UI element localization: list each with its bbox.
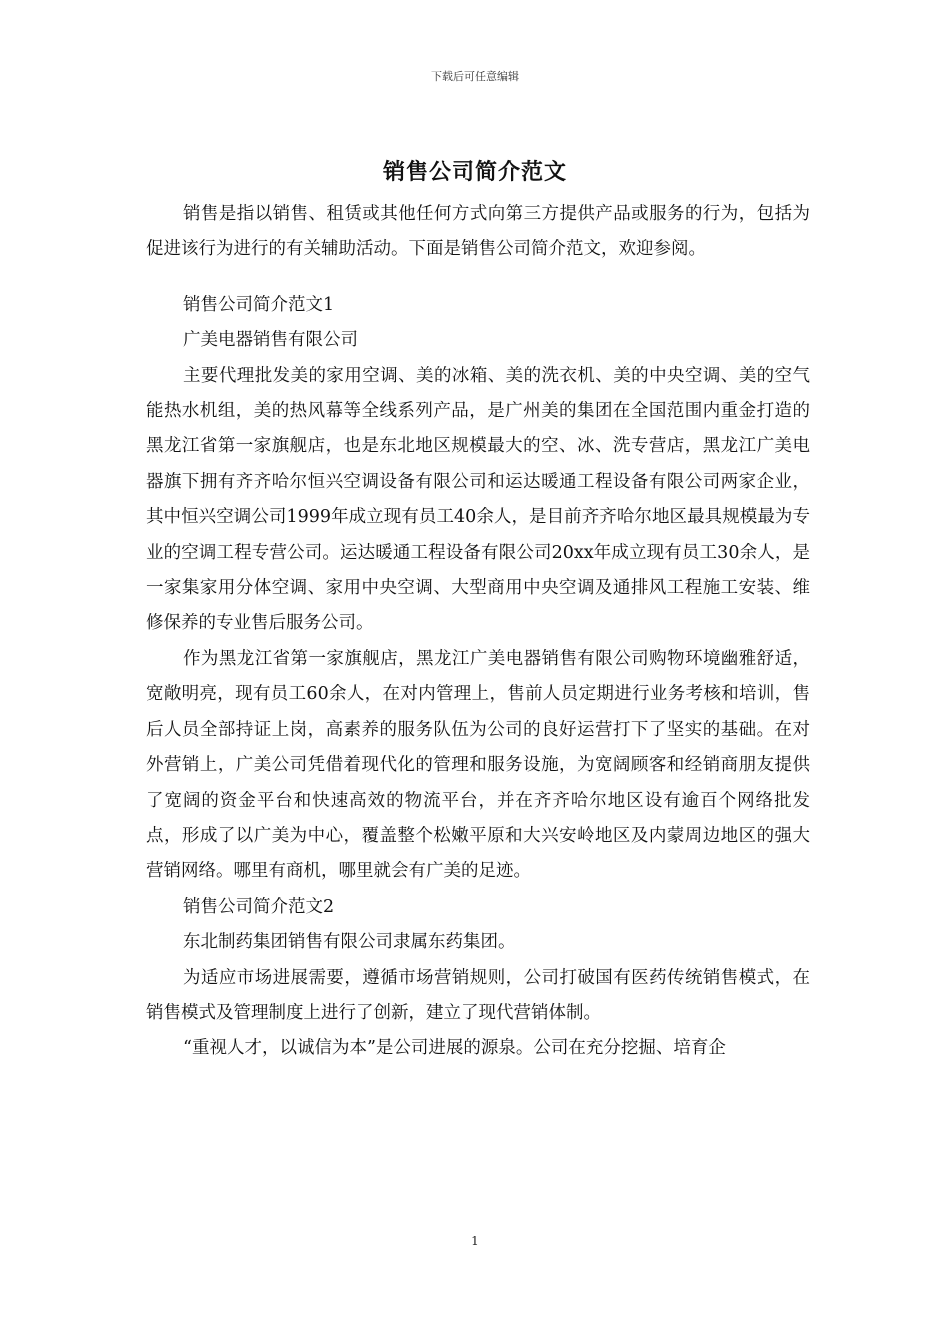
body-paragraph: 主要代理批发美的家用空调、美的冰箱、美的洗衣机、美的中央空调、美的空气能热水机组，美的热风幕等全线系列产品，是广州美的集团在全国范围内重金打造的黑龙江省第一家旗舰店，也是东北地区规模最大的空、冰、洗专营店，黑龙江广美电器旗下拥有齐齐哈尔恒兴空调设备有限公司和运达暖通工程设备有限公司两家企业，其中恒兴空调公司1999年成立现有员工40余人，是目前齐齐哈尔地区最具规模最为专业的空调工程专营公司。运达暖通工程设备有限公司20xx年成立现有员工30余人，是一家集家用分体空调、家用中央空调、大型商用中央空调及通排风工程施工安装、维修保养的专业售后服务公司。 — [146, 365, 810, 634]
document-title: 销售公司简介范文 — [382, 159, 567, 185]
section-heading-2: 销售公司简介范文2 — [183, 896, 335, 917]
company-intro-2: 东北制药集团销售有限公司隶属东药集团。 — [183, 932, 516, 953]
page-number: 1 — [471, 1234, 479, 1248]
body-paragraph: “重视人才，以诚信为本”是公司进展的源泉。公司在充分挖掘、培育企 — [183, 1038, 726, 1059]
company-name-1: 广美电器销售有限公司 — [183, 330, 358, 351]
document-body — [146, 197, 810, 1067]
section-heading-1: 销售公司简介范文1 — [183, 294, 335, 315]
body-paragraph: 作为黑龙江省第一家旗舰店，黑龙江广美电器销售有限公司购物环境幽雅舒适，宽敞明亮，现有员工60余人，在对内管理上，售前人员定期进行业务考核和培训，售后人员全部持证上岗，高素养的服务队伍为公司的良好运营打下了坚实的基础。在对外营销上，广美公司凭借着现代化的管理和服务设施，为宽阔顾客和经销商朋友提供了宽阔的资金平台和快速高效的物流平台，并在齐齐哈尔地区设有逾百个网络批发点，形成了以广美为中心，覆盖整个松嫩平原和大兴安岭地区及内蒙周边地区的强大营销网络。哪里有商机，哪里就会有广美的足迹。 — [146, 648, 810, 882]
header-note: 下载后可任意编辑 — [431, 70, 519, 83]
body-paragraph: 为适应市场进展需要，遵循市场营销规则，公司打破国有医药传统销售模式，在销售模式及管理制度上进行了创新，建立了现代营销体制。 — [146, 967, 810, 1023]
intro-paragraph: 销售是指以销售、租赁或其他任何方式向第三方提供产品或服务的行为，包括为促进该行为进行的有关辅助活动。下面是销售公司简介范文，欢迎参阅。 — [146, 204, 810, 260]
